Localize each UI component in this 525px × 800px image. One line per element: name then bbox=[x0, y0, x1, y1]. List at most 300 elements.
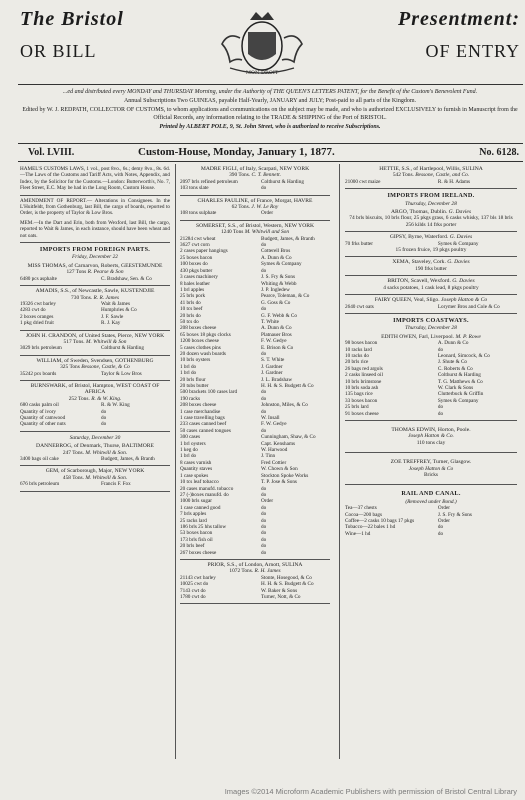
tonnage: 62 Tons. bbox=[231, 204, 251, 211]
masthead-left-subtitle: OR BILL bbox=[20, 41, 97, 61]
consignee: do bbox=[261, 267, 267, 274]
tonnage: 542 Tons. bbox=[392, 172, 414, 179]
cargo-item: 3029 brls petroleum bbox=[20, 345, 62, 352]
consignee: Capt. Kenshams bbox=[261, 440, 296, 447]
cargo-item: Coffee—2 casks 10 bags 17 pkgs bbox=[345, 518, 415, 525]
cargo-row bbox=[180, 185, 330, 191]
consignee: do bbox=[261, 543, 267, 550]
cargo-item: 8 bales leather bbox=[180, 280, 210, 287]
ship-entry bbox=[345, 207, 517, 232]
consignee: H. H. & S. Budgett & Co bbox=[261, 383, 314, 389]
consignee: do bbox=[261, 491, 267, 498]
ship-name: BRITON, Scavell, Wexford. bbox=[387, 278, 451, 285]
ship-agent: R. H. James bbox=[254, 568, 281, 575]
consignee: do bbox=[261, 350, 267, 357]
ship-name: CHARLES PAULINE, of France, Morgat, HAVRE bbox=[197, 197, 313, 204]
consignee: do bbox=[101, 408, 107, 415]
consignee: F. W. Gedye bbox=[261, 338, 287, 345]
cargo-item: 1 keg do bbox=[180, 447, 198, 454]
consignee: R. J. Kay bbox=[101, 320, 121, 327]
consignee: Colthurst & Harding bbox=[261, 178, 304, 185]
ship-entry bbox=[180, 221, 330, 560]
ship-agent: Bessone, Castle, & Co bbox=[81, 364, 130, 371]
ship-list bbox=[20, 261, 170, 432]
section-subheading: (Removed under Bond.) bbox=[405, 498, 457, 505]
cargo-item: 233 cases canned beef bbox=[180, 421, 227, 428]
cargo-item: 70 frks butter bbox=[345, 240, 373, 247]
cargo-item: 10 brls brimstone bbox=[345, 378, 382, 385]
dateline bbox=[20, 145, 525, 161]
cargo-item: 98 boxes bacon bbox=[345, 340, 378, 347]
consignee: J. L. Bradshaw bbox=[261, 376, 293, 383]
ship-name: WILLIAM, of Sweden, Svendsen, GOTHENBURG bbox=[36, 357, 154, 364]
cargo-item: 27 (-)boxes manufd. do bbox=[180, 491, 229, 498]
cargo-item: 10 brls oysters bbox=[180, 357, 211, 364]
section-heading: RAIL AND CANAL. bbox=[401, 490, 461, 498]
ship-entry bbox=[345, 332, 517, 421]
masthead-right-title: Presentment: bbox=[398, 8, 520, 30]
ship-entry bbox=[20, 441, 170, 466]
consignee: do bbox=[437, 530, 444, 537]
cargo-item: Quantity of ivory bbox=[20, 408, 57, 415]
cargo-item: 680 casks palm oil bbox=[20, 402, 59, 409]
cargo-item: 21143 cwt barley bbox=[180, 574, 216, 581]
consignee: Colthurst & Harding bbox=[437, 372, 481, 379]
ship-entry bbox=[20, 381, 170, 432]
cargo-item: Cocoa—200 bags bbox=[345, 511, 383, 518]
ship-agent: G. Davies bbox=[448, 209, 472, 216]
ship-entry bbox=[345, 421, 517, 453]
ship-name: GIPSY, Byrne, Waterford. bbox=[389, 234, 449, 241]
section-heading: IMPORTS FROM IRELAND. bbox=[387, 192, 475, 200]
divider bbox=[18, 84, 523, 85]
consignee: do bbox=[261, 306, 267, 313]
cargo-list bbox=[345, 340, 517, 417]
cargo-item: 10 racks lard bbox=[345, 346, 372, 353]
consignee: Fred Cottier bbox=[261, 459, 287, 466]
cargo-item: 8 cases varnish bbox=[180, 459, 212, 466]
column-3 bbox=[345, 164, 517, 537]
consignee: F. W. Gedye bbox=[261, 421, 287, 428]
ship-agent: Joseph Hatton & Co bbox=[441, 297, 488, 304]
section-date: Thursday, December 28 bbox=[405, 200, 457, 207]
report-amendments bbox=[20, 196, 170, 243]
ship-agent: R. & W. King. bbox=[91, 395, 122, 402]
cargo-item: 3400 bags oil cake bbox=[20, 456, 59, 463]
cargo-item: 1000 brls sugar bbox=[180, 498, 212, 505]
ship-name: EDITH OWEN, Farl, Liverpool. bbox=[381, 333, 455, 340]
masthead-left bbox=[20, 8, 190, 62]
consignee: Budgett, James, & Branth bbox=[101, 456, 155, 463]
consignee: J. S. Fry & Sons bbox=[261, 274, 296, 281]
tonnage: 325 Tons bbox=[60, 364, 80, 371]
consignee: W. Clark & Sons bbox=[437, 384, 474, 391]
consignee: do bbox=[261, 504, 267, 511]
ship-entry bbox=[180, 164, 330, 196]
cargo-item: Tea—37 chests bbox=[345, 505, 377, 512]
cargo-line: 110 tons clay bbox=[416, 439, 446, 446]
consignee: do bbox=[261, 517, 267, 524]
ship-name: PRIOR, S.S., of London, Arnott, SULINA bbox=[207, 561, 303, 568]
consignee: J. F. Sawle bbox=[101, 313, 124, 320]
cargo-item: 25 boxes bacon bbox=[180, 254, 213, 261]
issue-number: No. 6128. bbox=[479, 147, 519, 158]
consignee: Cunningham, Shaw, & Co bbox=[261, 434, 316, 441]
consignee: S. T. White bbox=[261, 357, 285, 364]
ship-name: JOHN H. CRANDON, of United States, Pierce, NEW YORK bbox=[25, 332, 165, 339]
cargo-item: 2097 brls refined petroleum bbox=[180, 178, 238, 185]
consignee: R. & H. Adams bbox=[437, 178, 471, 185]
consignee: E. Brison & Co bbox=[261, 344, 294, 351]
cargo-item: 10 tcs leaf tobacco bbox=[180, 479, 219, 486]
ship-name: SOMERSET, S.S., of Bristol, Western, NEW YORK bbox=[195, 222, 315, 229]
consignee: J. Gardner bbox=[261, 370, 283, 377]
ship-list bbox=[345, 164, 517, 189]
ship-agent: G. Davies bbox=[447, 259, 470, 266]
ship-agent: M. Whitwill & Son. bbox=[85, 449, 128, 456]
ship-entry bbox=[20, 466, 170, 491]
consignee: J. S. Fry & Sons bbox=[437, 511, 472, 518]
consignee: T. G. Matthews & Co bbox=[437, 378, 483, 385]
cargo-item: 500 brackets 100 cases lard bbox=[180, 389, 238, 396]
cargo-item: 3 cases machinery bbox=[180, 274, 219, 281]
ship-agent: M. Whitwill & Son bbox=[86, 338, 127, 345]
ship-entry bbox=[20, 286, 170, 330]
cargo-item: Wine—1 hd bbox=[345, 530, 371, 537]
cargo-item: 2640 cwt oats bbox=[345, 303, 374, 310]
divider bbox=[18, 143, 523, 144]
cargo-item: 430 pkgs butter bbox=[180, 267, 213, 274]
cargo-item: 7143 cwt do bbox=[180, 587, 206, 594]
cargo-item: 2 boxes oranges bbox=[20, 313, 54, 320]
mem-text: MEM.—In the Dart and Erin, both from Wexford, last Bill, the cargo, reported to Wait & James, in each instance, should have been wheat and not oats. bbox=[20, 219, 170, 239]
cargo-item: 1200 boxes cheese bbox=[180, 338, 219, 345]
ireland-list bbox=[345, 207, 517, 314]
cargo-item: 1 brl do bbox=[180, 363, 197, 370]
consignee: Leonard, Simcock, & Co bbox=[437, 352, 490, 359]
cargo-row bbox=[20, 481, 170, 487]
consignee: Symes & Company bbox=[437, 397, 479, 404]
cargo-line: 15 frozen fruice, 19 pkgs poultry bbox=[395, 247, 467, 254]
cargo-item: 100 boxes do bbox=[180, 261, 208, 268]
consignee: do bbox=[437, 346, 444, 353]
cargo-item: 108 tons sulphate bbox=[180, 210, 217, 217]
consignee: W. Insall bbox=[261, 415, 280, 422]
cargo-item: 20 brls beef bbox=[180, 543, 205, 550]
consignee: Order bbox=[437, 518, 450, 525]
masthead-right bbox=[330, 8, 520, 62]
consignee: Budgett, James, & Branth bbox=[261, 235, 315, 242]
ship-name: ZOE TREFFREY, Turner, Glasgow. bbox=[390, 459, 472, 466]
volume-number: Vol. LVIII. bbox=[28, 147, 75, 158]
cargo-item: 1 case merchandise bbox=[180, 408, 221, 415]
publication-notice bbox=[20, 88, 520, 132]
cargo-item: 50 tcs do bbox=[180, 318, 199, 325]
ship-entry bbox=[345, 276, 517, 295]
consignee: Taylor & Low Bros bbox=[101, 370, 142, 377]
ship-agent: R. R. James bbox=[93, 294, 119, 301]
cargo-list bbox=[345, 505, 517, 537]
cargo-item: 1 brl do bbox=[180, 453, 197, 460]
cargo-item: Tobacco—22 bales 1 hd bbox=[345, 524, 396, 531]
cargo-item: 20 tubs butter bbox=[180, 383, 209, 389]
consignee: J. Tinn bbox=[261, 453, 276, 460]
cargo-item: 21284 cwt wheat bbox=[180, 235, 216, 242]
consignee: W. Baker & Sons bbox=[261, 587, 298, 594]
ship-entry bbox=[345, 453, 517, 485]
consignee: T. P. Jose & Sons bbox=[261, 479, 297, 486]
amendment-text: AMENDMENT OF REPORT.— Alterations in Consignees. In the L'Huitfeldt, from Gothenburg, last Bill, the cargo of boards, reported to Order, is the property of Taylor & Low Bros. bbox=[20, 197, 170, 217]
cargo-item: Quantity of other nuts bbox=[20, 421, 66, 428]
cargo-item: 20 brls flour bbox=[180, 376, 206, 383]
ship-agent: Joseph Hatton & Co bbox=[408, 465, 454, 472]
ship-name: THOMAS EDWIN, Horton, Poole. bbox=[391, 427, 471, 433]
cargo-item: 20 brls do bbox=[180, 312, 201, 319]
cargo-line: Bricks bbox=[423, 472, 439, 479]
cargo-item: 5 cases clothes pins bbox=[180, 344, 221, 351]
cargo-item: 1 brl apples bbox=[180, 286, 205, 293]
cargo-row bbox=[20, 456, 170, 462]
tonnage: 730 Tons. bbox=[71, 294, 93, 301]
cargo-item: Quantity staves bbox=[180, 466, 213, 473]
consignee: Order bbox=[261, 210, 274, 217]
cargo-item: 2 casks linseed oil bbox=[345, 372, 383, 379]
cargo-item: Quantity of camwood bbox=[20, 415, 66, 421]
cargo-line: 190 frks butter bbox=[415, 265, 447, 272]
cargo-row bbox=[180, 550, 330, 556]
tonnage: 247 Tons. bbox=[62, 449, 84, 456]
cargo-item: 19326 cwt barley bbox=[20, 300, 57, 307]
consignee: do bbox=[437, 524, 444, 531]
column-2 bbox=[180, 164, 330, 604]
consignee: Cotterell Bros bbox=[261, 248, 291, 255]
consignee: W. Chown & Son bbox=[261, 466, 298, 473]
consignee: do bbox=[261, 427, 267, 434]
cargo-item: 3627 cwt corn bbox=[180, 242, 210, 249]
consignee: do bbox=[261, 389, 267, 396]
consignee: C. Bradshaw, Sen. & Co bbox=[101, 275, 152, 282]
consignee: do bbox=[261, 549, 267, 556]
masthead-left-title: The Bristol bbox=[20, 8, 124, 30]
cargo-line: 4 sacks potatoes, 1 cask lead, 8 pkgs poultry bbox=[383, 284, 479, 291]
cargo-item: 10 tcs beef bbox=[180, 306, 203, 313]
consignee: J. Gardner bbox=[261, 363, 283, 370]
tonnage: 127 Tons bbox=[66, 269, 87, 276]
consignee: do bbox=[101, 421, 107, 428]
cargo-row bbox=[345, 179, 517, 185]
consignee: H. H. & S. Budgett & Co bbox=[261, 581, 314, 588]
cargo-item: 7 brls apples bbox=[180, 511, 207, 518]
cargo-item: 208 boxes cheese bbox=[180, 325, 217, 332]
section-date: Saturday, December 30 bbox=[69, 434, 121, 441]
cargo-item: 190 racks bbox=[180, 395, 201, 402]
consignee: do bbox=[261, 395, 267, 402]
ship-entry bbox=[20, 331, 170, 356]
ship-name: HETTIE, S.S., of Hartlepool, Willis, SULINA bbox=[379, 166, 483, 172]
cargo-item: 6480 pcs asphalte bbox=[20, 275, 57, 282]
cargo-item: 65 boxes 18 pkgs clocks bbox=[180, 331, 231, 338]
consignee: G. Goss & Co bbox=[261, 299, 291, 306]
cargo-item: 53 boxes bacon bbox=[180, 530, 213, 537]
consignee: do bbox=[437, 410, 444, 417]
customs-laws-ad bbox=[20, 164, 170, 196]
ship-name: ARGO, Thomas, Dublin. bbox=[390, 209, 448, 216]
tonnage: 517 Tons. bbox=[63, 338, 85, 345]
consignee: G. F. Webb & Co bbox=[261, 312, 297, 319]
cargo-item: 173 brls fish oil bbox=[180, 536, 213, 543]
ship-agent: Bessone, Castle, and Co. bbox=[415, 172, 470, 179]
customs-laws-text: HAMEL'S CUSTOMS LAWS, 1 vol., post 8vo., 6s.; demy 8vo., 8s. 6d.—The Laws of the Customs and Tariff Acts, with Notes, Appendix, and Index, by the Solicitor for the Customs.—London: Butterworth's, No. 7, Fleet Street, E.C. May be had in the Long Room, Custom House. bbox=[20, 166, 170, 192]
ship-agent: R. Pearse & Son bbox=[87, 269, 124, 276]
ship-name: XEMA, Staveley, Cork. bbox=[392, 259, 446, 266]
consignee: Stonte, Hosegood, & Co bbox=[261, 574, 312, 581]
section-date: Thursday, December 28 bbox=[405, 325, 457, 332]
copyright-footer: Images ©2014 Microform Academic Publishers with permission of Bristol Central Library bbox=[224, 787, 517, 796]
ship-entry bbox=[20, 356, 170, 381]
ship-entry bbox=[180, 560, 330, 604]
ship-entry bbox=[345, 295, 517, 314]
cargo-item: 1 brl do bbox=[180, 370, 197, 377]
masthead bbox=[0, 0, 525, 80]
tonnage: 1072 Tons. bbox=[229, 568, 254, 575]
consignee: Humphries & Co bbox=[101, 307, 137, 314]
ship-entry bbox=[345, 232, 517, 257]
ship-name: MADRE FIGLI, of Italy, Scarpati, NEW YORK bbox=[200, 166, 310, 172]
cargo-item: 1 case spokes bbox=[180, 472, 209, 479]
consignee: Order bbox=[437, 505, 450, 512]
cargo-item: 1 pkg dried fruit bbox=[20, 320, 54, 327]
cargo-row bbox=[345, 304, 517, 310]
consignee: J. P. Ingledew bbox=[261, 286, 290, 293]
cargo-item: 25 racks lard bbox=[180, 517, 207, 524]
cargo-row bbox=[20, 421, 170, 427]
notice-line-4: Printed by ALBERT POLE, 9, St. John Street, who is authorized to receive Subscriptions. bbox=[159, 124, 381, 130]
cargo-item: 2 cases paper hangings bbox=[180, 248, 228, 255]
masthead-right-subtitle: OF ENTRY bbox=[425, 41, 520, 61]
cargo-item: 4283 cwt do bbox=[20, 307, 46, 314]
cargo-item: 1 brl oysters bbox=[180, 440, 206, 447]
consignee: Clutterbuck & Griffin bbox=[437, 391, 484, 398]
ship-list bbox=[20, 441, 170, 491]
cargo-row bbox=[180, 594, 330, 600]
section-heading: IMPORTS FROM FOREIGN PARTS. bbox=[39, 246, 151, 254]
column-1 bbox=[20, 164, 170, 492]
cargo-row bbox=[20, 276, 170, 282]
cargo-item: 35242 pcs boards bbox=[20, 370, 57, 377]
royal-crest-icon bbox=[200, 2, 325, 82]
cargo-item: 50 cases canned tongues bbox=[180, 427, 231, 434]
cargo-row bbox=[345, 411, 517, 417]
section-date: Friday, December 22 bbox=[72, 254, 118, 261]
ship-agent: G. Davies bbox=[449, 234, 473, 241]
consignee: Whiting & Webb bbox=[261, 280, 297, 287]
cargo-item: 20 dozen wash boards bbox=[180, 350, 226, 357]
consignee: do bbox=[261, 185, 267, 192]
cargo-item: 41 brls do bbox=[180, 299, 201, 306]
notice-line-2: Annual Subscriptions Two GUINEAS, payable Half-Yearly, JANUARY and JULY; Post-paid to all parts of the Kingdom. bbox=[123, 98, 417, 104]
ship-agent: J. W. Le Roy bbox=[251, 204, 279, 211]
cargo-item: 1780 cwt do bbox=[180, 594, 206, 600]
ship-list bbox=[180, 164, 330, 604]
cargo-item: 1 case travelling bags bbox=[180, 415, 225, 422]
ship-name: GEM, of Scarborough, Major, NEW YORK bbox=[45, 468, 145, 475]
cargo-item: 676 brls petroleum bbox=[20, 481, 60, 488]
consignee: do bbox=[261, 536, 267, 543]
consignee: W. Harwood bbox=[261, 447, 288, 454]
cargo-item: 21000 cwt maize bbox=[345, 178, 381, 185]
cargo-row bbox=[180, 210, 330, 216]
consignee: Pearce, Toleman, & Co bbox=[261, 293, 310, 300]
consignee: do bbox=[261, 530, 267, 537]
consignee: Johnston, Miles, & Co bbox=[261, 402, 308, 409]
consignee: Symes & Company bbox=[437, 240, 479, 247]
ship-agent: G. Davies bbox=[452, 278, 475, 285]
consignee: Lorymer Bros and Cole & Co bbox=[437, 303, 500, 310]
cargo-item: 10 racks do bbox=[345, 352, 369, 359]
consignee: R. & W. King bbox=[101, 402, 130, 409]
cargo-item: 20 cases manufd. tobacco bbox=[180, 485, 234, 492]
consignee: A. Dunn & Co bbox=[437, 340, 469, 347]
cargo-item: 135 bags rice bbox=[345, 391, 373, 398]
crest-motto: MON DROIT bbox=[245, 70, 279, 76]
consignee: Turner, Nott, & Co bbox=[261, 594, 301, 600]
consignee: A. Dunn & Co bbox=[261, 325, 292, 332]
section-heading: IMPORTS COASTWAYS. bbox=[393, 316, 469, 324]
ship-entry bbox=[345, 257, 517, 276]
cargo-item: 10 brls soda ash bbox=[345, 384, 379, 391]
consignee: J. Shute & Co bbox=[437, 359, 468, 366]
cargo-item: 300 cases bbox=[180, 434, 201, 441]
cargo-item: 103 tons slate bbox=[180, 185, 209, 192]
ship-name: AMADIS, S.S., of Newcastle, Sawle, KUSTENDJIE bbox=[35, 288, 155, 295]
issue-date: Custom-House, Monday, January 1, 1877. bbox=[138, 146, 335, 158]
ship-entry bbox=[180, 196, 330, 221]
cargo-item: 33 boxes bacon bbox=[345, 397, 378, 404]
consignee: Symes & Company bbox=[261, 261, 302, 268]
cargo-item: 25 brls pork bbox=[180, 293, 206, 300]
cargo-row bbox=[20, 371, 170, 377]
tonnage: 252 Tons. bbox=[68, 395, 90, 402]
ship-name: MISS THOMAS, of Carnarvon, Roberts, GEESTEMUNDE bbox=[27, 262, 163, 269]
tonnage: 390 Tons. bbox=[229, 172, 251, 179]
ship-agent: C. T. Bennett. bbox=[251, 172, 281, 179]
consignee: Stockton Spoke Works bbox=[261, 472, 309, 479]
cargo-item: 20 brls rice bbox=[345, 359, 369, 366]
consignee: Francis F. Fox bbox=[101, 481, 131, 488]
cargo-row bbox=[20, 345, 170, 351]
ship-agent: Joseph Hatton & Co. bbox=[408, 433, 454, 440]
cargo-item: 26 bags red argols bbox=[345, 365, 383, 372]
cargo-item: 208 boxes cheese bbox=[180, 402, 217, 409]
consignee: do bbox=[261, 511, 267, 518]
cargo-item: 1 case canned good bbox=[180, 504, 221, 511]
ship-agent: M. P. Rowe bbox=[455, 333, 481, 340]
ship-name: BURNSWARK, of Bristol, Hampton, WEST COAST OF AFRICA bbox=[30, 382, 160, 396]
consignee: C. Roberts & Co bbox=[437, 365, 473, 372]
cargo-row bbox=[20, 320, 170, 326]
column-divider bbox=[175, 164, 176, 759]
ship-name: FAIRY QUEEN, Veal, Sligo. bbox=[374, 297, 440, 304]
ship-entry bbox=[345, 164, 517, 189]
notice-line-1: ...ed and distributed every MONDAY and THURSDAY Morning, under the Authority of THE QUEEN'S LETTERS PATENT, for the Benefit of the Custom's Benevolent Fund. bbox=[62, 89, 478, 95]
consignee: Wait & James bbox=[101, 300, 130, 307]
consignee: do bbox=[437, 404, 444, 411]
consignee: A. Dunn & Co bbox=[261, 254, 292, 261]
tonnage: 1240 Tons bbox=[220, 229, 244, 236]
ship-name: DANNEBROG, of Denmark, Thurse, BALTIMORE bbox=[36, 443, 154, 450]
tonnage: 458 Tons. bbox=[62, 474, 84, 481]
ship-agent: M. Whitwill and Son bbox=[244, 229, 290, 236]
